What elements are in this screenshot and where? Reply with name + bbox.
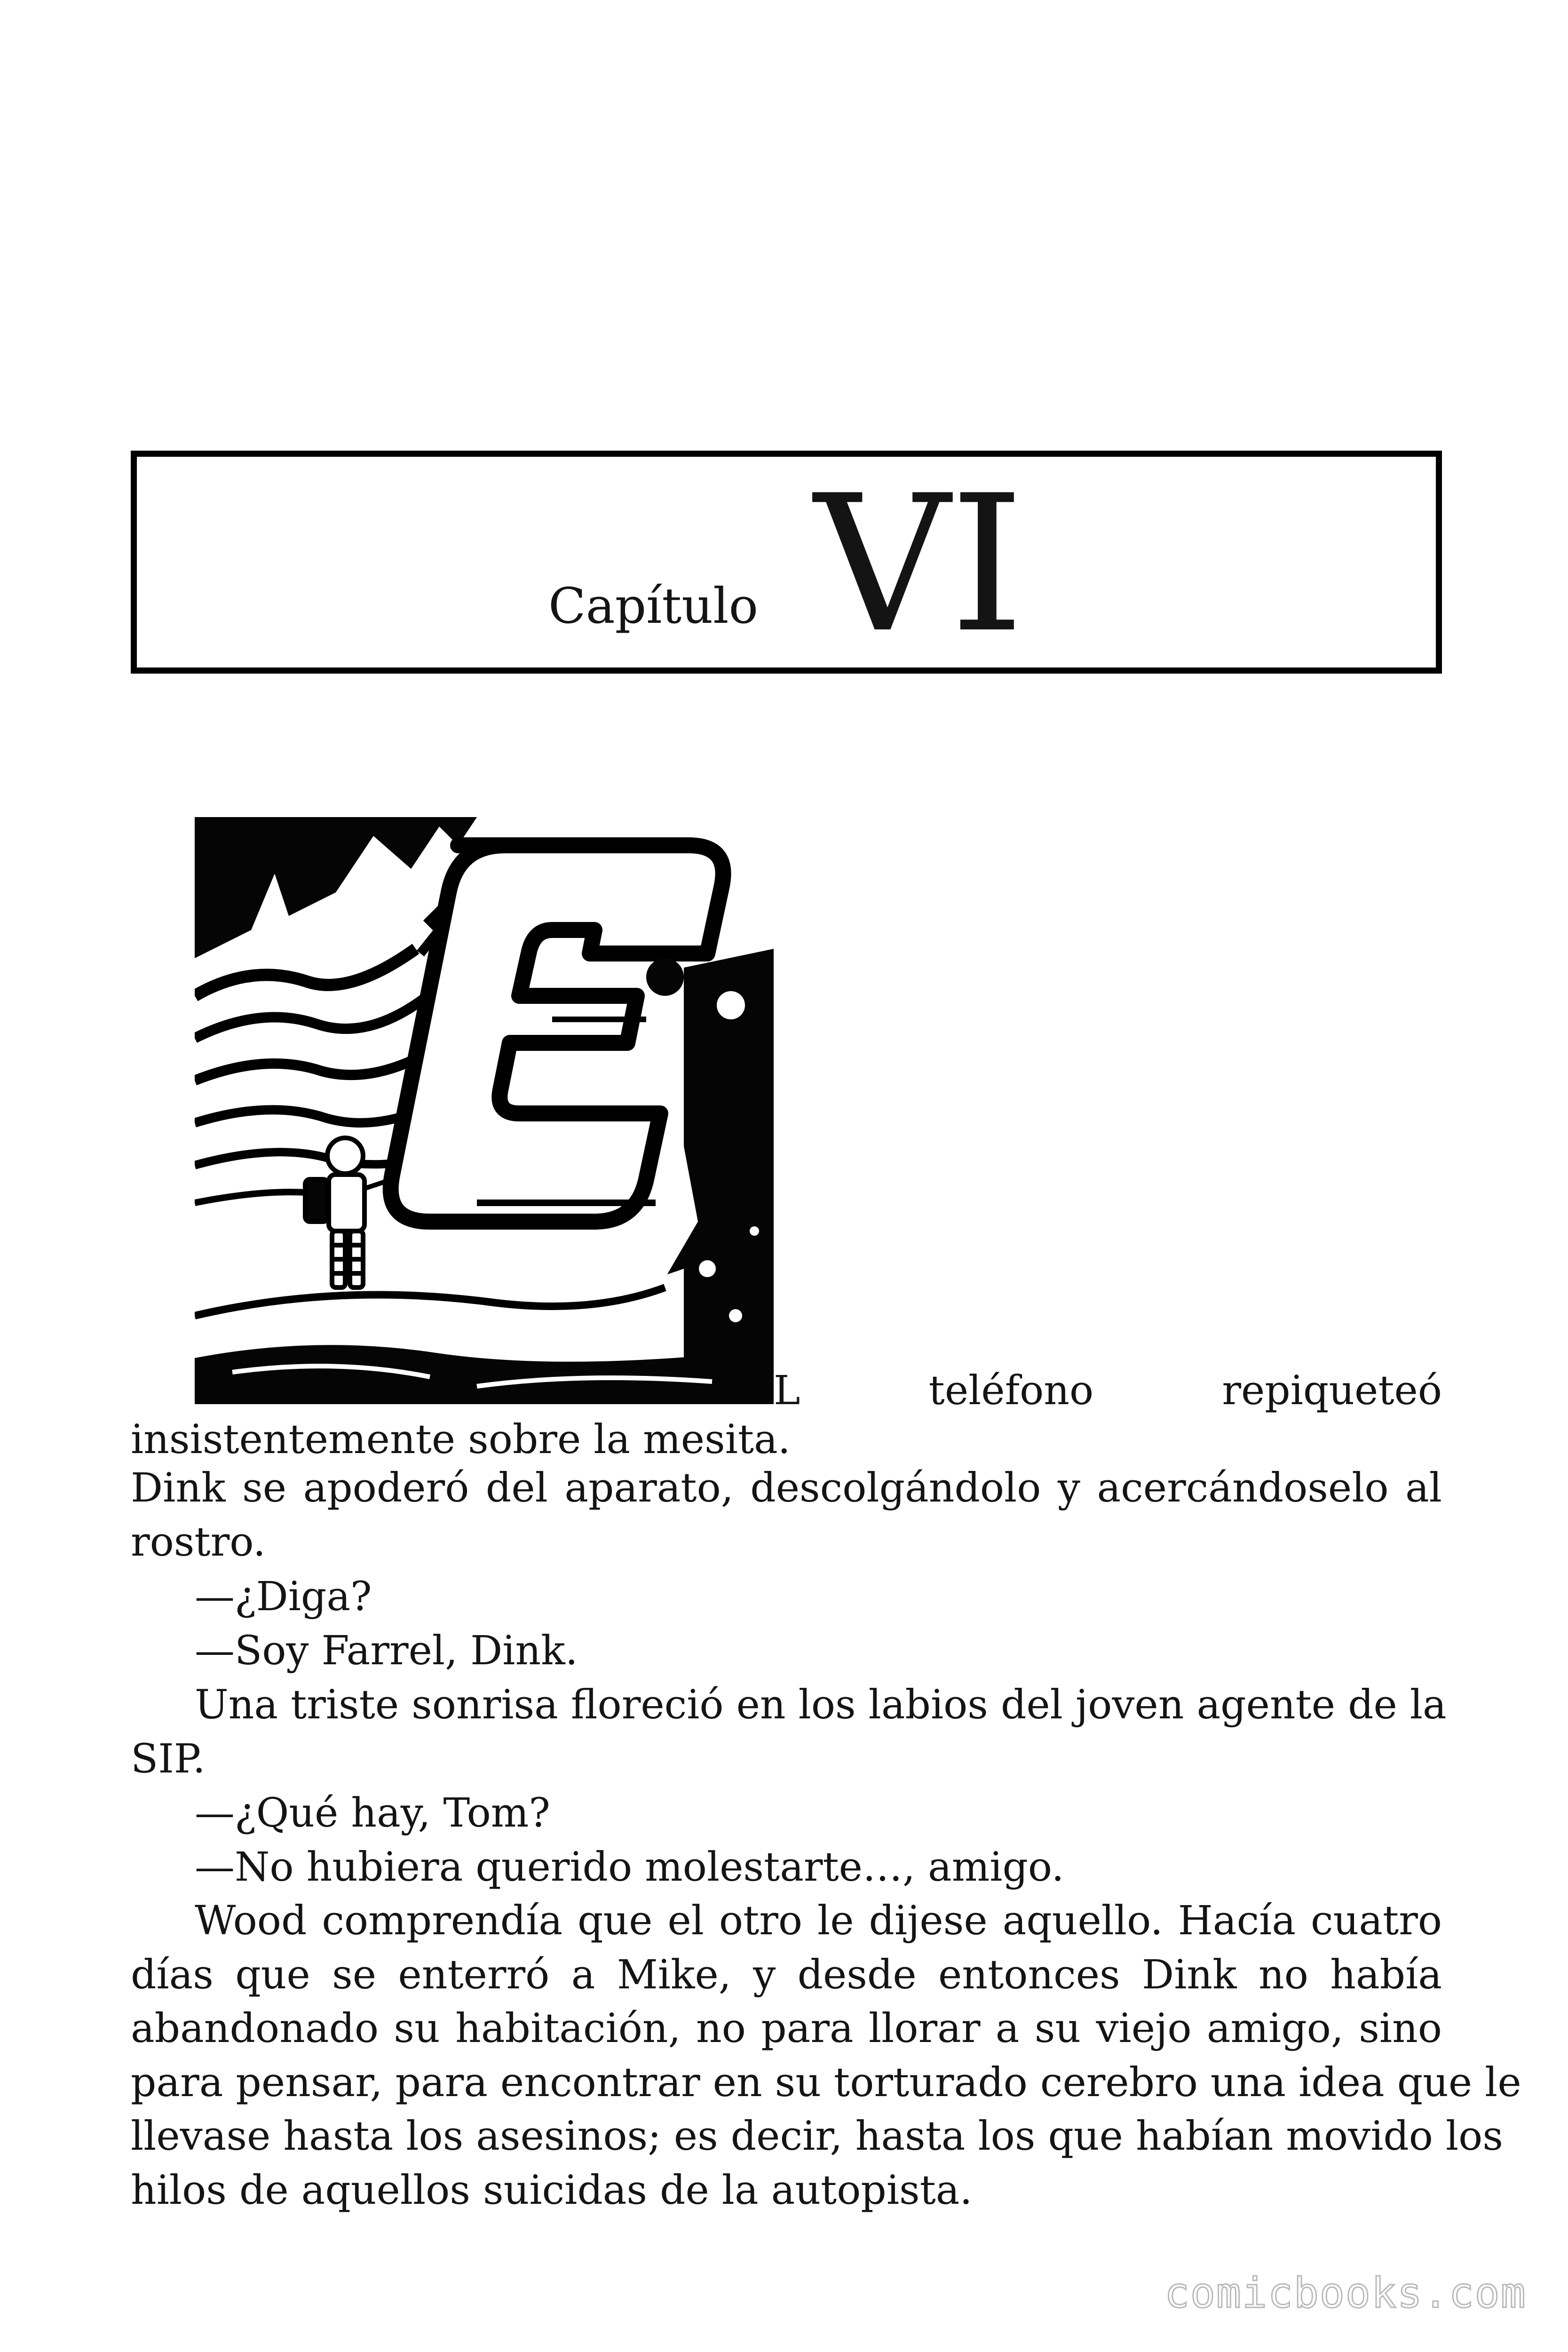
paragraph-line: Una triste sonrisa floreció en los labios del joven agente de la [195,1682,1447,1728]
paragraph-line: Wood comprendía que el otro le dijese aquello. Hacía cuatro [195,1898,1442,1944]
dialogue-line: —¿Qué hay, Tom? [195,1790,550,1836]
chapter-label: Capítulo [548,577,759,635]
paragraph-line: para pensar, para encontrar en su torturado cerebro una idea que le [131,2059,1521,2106]
chapter-number: VI [814,455,1024,674]
dialogue-line: —Soy Farrel, Dink. [195,1628,578,1674]
paragraph-line: llevase hasta los asesinos; es decir, hasta los que habían movido los [131,2113,1503,2160]
chapter-heading-box [131,451,1442,674]
dropcap-illustration [195,817,774,1404]
paragraph-line: días que se enterró a Mike, y desde entonces Dink no había [131,1952,1442,1998]
paragraph-line: hilos de aquellos suicidas de la autopista. [131,2167,973,2214]
paragraph-line: insistentemente sobre la mesita. [131,1416,791,1463]
watermark: comicbooks.com [1164,2269,1527,2317]
dialogue-line: —No hubiera querido molestarte…, amigo. [195,1844,1064,1891]
paragraph-line: abandonado su habitación, no para llorar a su viejo amigo, sino [131,2005,1442,2052]
dialogue-line: —¿Diga? [195,1573,372,1620]
paragraph-line: L teléfono repiqueteó [774,1367,1442,1414]
paragraph-line: rostro. [131,1519,266,1565]
paragraph-line: Dink se apoderó del aparato, descolgándolo y acercándoselo al [131,1465,1442,1511]
paragraph-line: SIP. [131,1736,206,1782]
